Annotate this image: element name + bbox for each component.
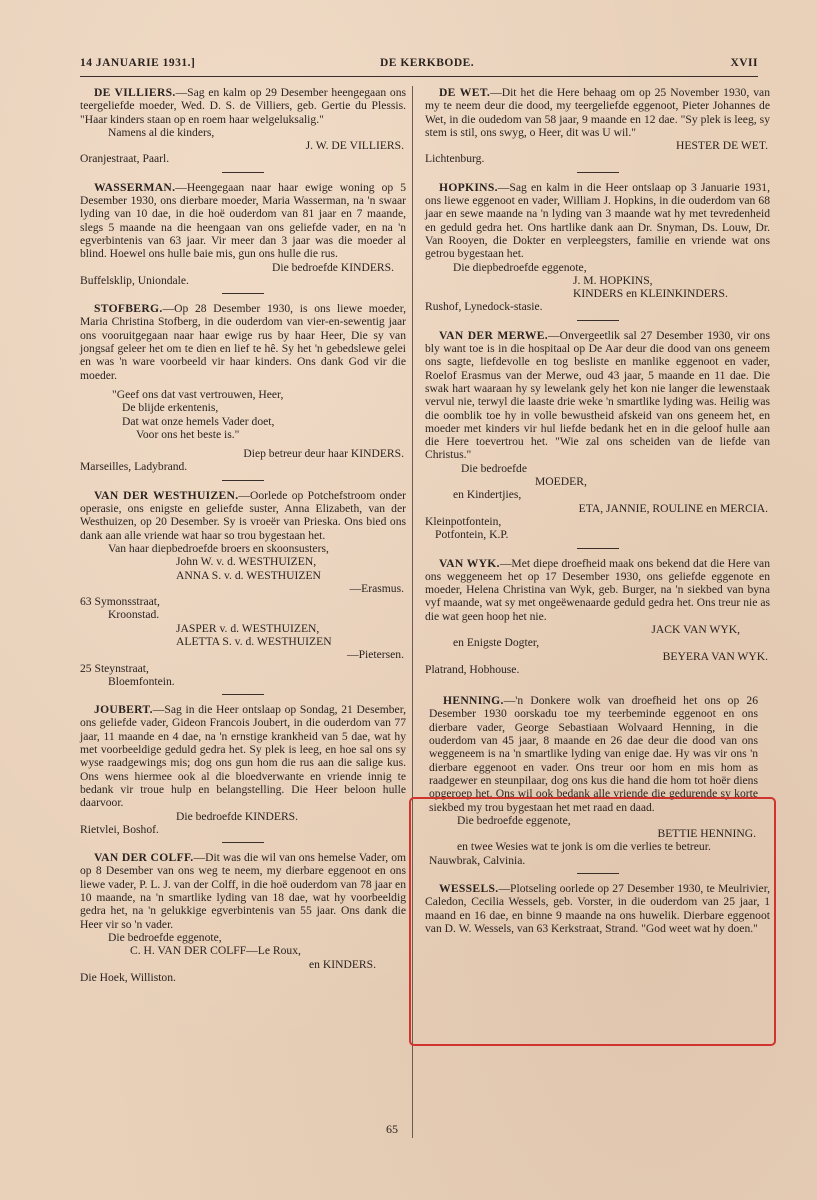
poem-line: Dat wat onze hemels Vader doet, [122,414,275,428]
notice-name: WESSELS. [439,882,499,896]
notice-name: VAN DER MERWE. [439,328,549,342]
notice-hopkins [425,181,770,314]
notice-place: Nauwbrak, Calvinia. [429,853,526,867]
notice-name: VAN DER WESTHUIZEN. [94,488,239,502]
notice-signer-suffix: —Pietersen. [347,648,404,662]
notice-signer: C. H. VAN DER COLFF—Le Roux, [130,944,301,958]
notice-from: Die diepbedroefde eggenote, [453,260,587,274]
separator-rule [577,548,619,549]
notice-signer: J. W. DE VILLIERS. [305,139,404,153]
notice-from: Die bedroefde [461,461,527,475]
notice-name: VAN DER COLFF. [94,851,194,865]
notice-name: DE WET. [439,86,491,99]
notice-de-wet [425,86,770,166]
separator-rule [577,320,619,321]
separator-rule [222,172,264,173]
notice-address: 63 Symonsstraat, [80,595,160,609]
notice-name: VAN WYK. [439,556,500,570]
notice-signer: en Kindertjies, [453,488,522,502]
notice-signer: ETA, JANNIE, ROULINE en MERCIA. [578,501,768,515]
notice-signer: ANNA S. v. d. WESTHUIZEN [176,568,321,582]
header-date: 14 JANUARIE 1931.] [80,57,196,69]
notice-signer: BETTIE HENNING. [657,827,756,841]
notice-name: HOPKINS. [439,180,498,194]
notice-van-der-colff [80,851,406,984]
notice-text: —Oorlede op Potchefstroom onder operasie, ons enigste en geliefde suster, Anna Elizabeth, van der Westhuizen, op 20 Desember. Sy is vroeër van Prieska. Ons bied ons dank aan alle vriende wat haar so trou bygestaan het. [80,488,406,542]
notice-signer: HESTER DE WET. [676,139,768,153]
poem-line: De blijde erkentenis, [122,401,219,415]
notice-place: Marseilles, Ladybrand. [80,460,188,474]
notice-from: Namens al die kinders, [108,125,215,139]
notice-place: Die Hoek, Williston. [80,970,176,984]
notice-place: Lichtenburg. [425,152,485,166]
notice-text: —Onvergeetlik sal 27 Desember 1930, vir ons bly want toe is in die hospitaal op De Aar deur die dood van ons geneem ons sagte, liefdevolle en tog besliste en manlike eggenoot en vader, Roelof Erasmus van der Merwe, oud 43 jaar, 5 maande en 11 dae. Die swak hart waaraan hy sy lewelank gely het kon nie langer die lewenstaak vervul nie, terwyl die laaste drie weke 'n smartlike lyding was. Heilig was die oomblik toe hy in volle bewustheid afskeid van ons geneem het, en moeder met kinders vir hul liefde bedank het en in die geloof hulle aan die Here toevertrou het. "Wie zal ons scheiden van de liefde van Christus." [425,328,770,462]
poem [80,388,406,441]
notice-text: —Heengegaan naar haar ewige woning op 5 Desember 1930, ons dierbare moeder, Maria Wasserman, na 'n swaar lyding van 10 dae, in die hoë ouderdom van 81 jaar en 7 maande, slegs 5 maande na die heengaan van ons geliefde vader, en na 'n egverbintenis van 63 jaar. Vir meer dan 3 jaar was die moeder al blind. Hoewel ons hulle baie mis, gun ons hulle die rus. [80,180,406,261]
notice-from: Van haar diepbedroefde broers en skoonsusters, [108,541,329,555]
notice-de-villiers [80,86,406,166]
separator-rule [222,293,264,294]
notice-place: Rushof, Lynedock-stasie. [425,300,543,314]
notice-van-der-merwe [425,329,770,542]
notice-signer: en KINDERS. [309,957,376,971]
poem-line: "Geef ons dat vast vertrouwen, Heer, [112,387,284,401]
notice-address: 25 Steynstraat, [80,661,149,675]
notice-place: Kleinpotfontein, [425,514,502,528]
header-page-roman: XVII [730,57,758,69]
notice-place: Platrand, Hobhouse. [425,662,520,676]
notice-name: JOUBERT. [94,703,153,717]
notice-name: HENNING. [443,694,504,708]
left-column [80,86,406,984]
notice-signer: Die bedroefde KINDERS. [176,809,299,823]
notice-signer: Die bedroefde KINDERS. [271,260,394,274]
notice-place: Buffelsklip, Uniondale. [80,273,189,287]
notice-place: Potfontein, K.P. [435,528,509,542]
page-header [80,57,758,75]
notice-text: —Sag en kalm in die Heer ontslaap op 3 Januarie 1931, ons liewe eggenoot en vader, William J. Hopkins, in die ouderdom van 68 jaar en sewe maande na 'n lyding van 3 maande wat hy met tevredenheid en geduld gedra het. Ons hartlike dank aan Dr. Snyman, Ds. Louw, Dr. Van Rooyen, die Dokter en verpleegsters, familie en vriende wat ons getrou bygestaan het. [425,180,770,261]
notice-text: —Sag en kalm op 29 Desember heengegaan ons teergeliefde moeder, Wed. D. S. de Villiers, geb. Gertie du Plessis. "Haar kinders staan op en roem haar welgeluksalig." [80,86,406,126]
notice-name: DE VILLIERS. [94,86,176,99]
notice-place: Rietvlei, Boshof. [80,822,159,836]
notice-address: Bloemfontein. [108,674,175,688]
notice-text: —Sag in die Heer ontslaap op Sondag, 21 Desember, ons geliefde vader, Gideon Francois Joubert, in die ouderdom van 77 jaar, 11 maande en 4 dae, na 'n ernstige krankheid van 5 dae, wat hy met voorbeeldige geduld gedra het. Sy plek is leeg, en hoe sal ons sy wyse raadgewings mis; dog ons gun hom die rus aan die salige kus. Ons wens hiermee ook al die bloedverwante en vriende innig te bedank vir troue hulp en belangstelling. Die Heer beloon hulle daarvoor. [80,703,406,810]
notice-signer-suffix: —Erasmus. [349,581,404,595]
separator-rule [222,694,264,695]
notice-van-der-westhuizen [80,489,406,688]
notice-name: STOFBERG. [94,302,163,316]
poem-line: Voor ons het beste is." [136,427,240,441]
notice-joubert [80,703,406,836]
notice-signer: JACK VAN WYK, [651,622,740,636]
notice-text: —Op 28 Desember 1930, is ons liewe moeder, Maria Christina Stofberg, in die ouderdom van vier-en-sewentig jaar ons vooruitgegaan naar haar ewige rus by haar Heer, Die sy van jongsaf geleer het om te dien en lief te hê. Sy het 'n gebedslewe gelei en was 'n ware voorbeeld vir haar kinders. Ons dank God vir die moeder. [80,302,406,382]
notice-signer: MOEDER, [535,475,587,489]
notice-text: —'n Donkere wolk van droefheid het ons op 26 Desember 1930 oorskadu toe my teerbeminde eggenoot en ons dierbare vader, George Sebastiaan Wolvaard Henning, in die ouderdom van 45 jaar, 8 maande en 26 dae deur die dood van ons weggeneem is na 'n smartlike lyding van enige dae. Hy was vir ons 'n dierbare eggenoot en vader. Ons treur oor hom en mis hom as raadgewer en steunpilaar, dog ons kus die hand die hom tot hoër diens opgeroep het. Ons wil ook bedank alle vriende die gedurende sy korte siekbed my trou bygestaan het met raad en daad. [429,694,758,814]
notice-name: WASSERMAN. [94,180,176,194]
notice-from: Die bedroefde eggenote, [457,813,571,827]
notice-stofberg [80,302,406,474]
notice-place: Oranjestraat, Paarl. [80,152,170,166]
notice-from: Die bedroefde eggenote, [108,930,222,944]
notice-wasserman [80,181,406,287]
notice-address: Kroonstad. [108,608,160,622]
highlight-box [409,797,776,1046]
notice-signer: J. M. HOPKINS, [573,273,653,287]
notice-signer: BEYERA VAN WYK. [662,649,768,663]
notice-text: —Plotseling oorlede op 27 Desember 1930, te Meulrivier, Caledon, Cecilia Wessels, geb. Vorster, in die ouderdom van 25 jaar, 1 maand en 16 dae, en binne 9 maande na ons huwelik. Dierbare eggenoot van D. W. Wessels, van 63 Kerkstraat, Strand. "God weet wat hy doen." [425,882,770,935]
notice-signer: KINDERS en KLEINKINDERS. [573,287,728,301]
notice-from: en Enigste Dogter, [453,636,540,650]
notice-signer: en twee Wesies wat te jonk is om die verlies te betreur. [457,840,711,854]
notice-van-wyk [425,557,770,677]
notice-text: —Met diepe droefheid maak ons bekend dat die Here van ons weggeneem het op 17 Desember 1930, ons geliefde eggenote en moeder, Helena Christina van Wyk, geb. Burger, na 'n siekbed van byna vyf maande, wat sy met ongeëwenaarde geduld gedra het. Ons treur nie as die wat geen hoop het nie. [425,556,770,623]
separator-rule [222,842,264,843]
notice-signer: Diep betreur deur haar KINDERS. [243,447,404,461]
notice-signer: JASPER v. d. WESTHUIZEN, [176,621,320,635]
separator-rule [577,172,619,173]
notice-text: —Dit het die Here behaag om op 25 November 1930, van my te neem deur die dood, my teergeliefde eggenoot, Pieter Johannes de Wet, in die oudedom van 58 jaar, 9 maande en 12 dae. "Sy plek is leeg, sy stem is stil, ons swyg, o Heer, dit was U wil." [425,86,770,139]
notice-signer: John W. v. d. WESTHUIZEN, [176,555,317,569]
header-title: DE KERKBODE. [380,57,475,69]
notice-signer: ALETTA S. v. d. WESTHUIZEN [176,634,332,648]
page-number: 65 [386,1122,398,1136]
notice-text: —Dit was die wil van ons hemelse Vader, om op 8 Desember van ons weg te neem, my dierbare eggenoot en ons liewe vader, P. L. J. van der Colff, in die hoë ouderdom van 78 jaar en 10 maande, na 'n smartlike lyding van 18 dae, wat hy voorbeeldig gedra het, na 'n gelukkige egverbintenis van 55 jaar. Ons dank die Heer vir so 'n vader. [80,851,407,931]
separator-rule [222,480,264,481]
header-rule [80,76,758,77]
